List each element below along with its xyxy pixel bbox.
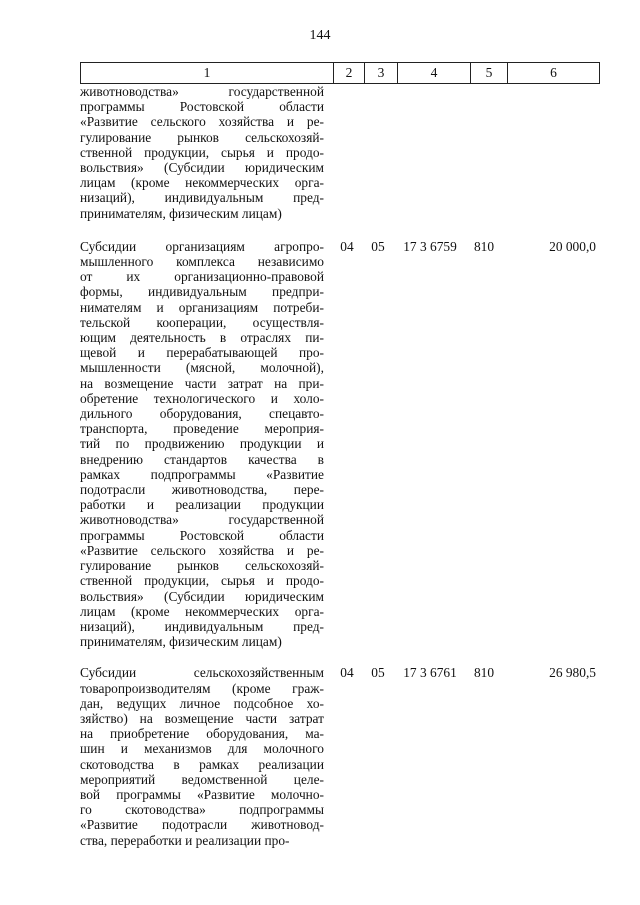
description-line: лицам (кроме некоммерческих орга-	[80, 175, 324, 191]
description-line: мышленности (мясной, молочной),	[80, 360, 324, 376]
subsection-code: 05	[371, 238, 385, 254]
subsection-code: 05	[371, 665, 385, 681]
description-line: внедрению стандартов качества в	[80, 451, 324, 467]
description-line: скотоводства в рамках реализации	[80, 756, 324, 772]
description-line: низаций), индивидуальным пред-	[80, 618, 324, 634]
target-article-code: 17 3 6761	[403, 665, 457, 681]
column-header-3: 3	[364, 63, 397, 83]
description-line: дильного оборудования, спецавто-	[80, 406, 324, 422]
section-code: 04	[340, 665, 354, 681]
row-description	[80, 239, 324, 649]
amount: 26 980,5	[549, 665, 596, 681]
description-line: го скотоводства» подпрограммы	[80, 802, 324, 818]
description-line: «Развитие сельского хозяйства и ре-	[80, 114, 324, 130]
description-line: «Развитие сельского хозяйства и ре-	[80, 542, 324, 558]
description-line: ющим деятельность в отраслях пи-	[80, 330, 324, 346]
description-line: животноводства» государственной	[80, 512, 324, 528]
description-line: программы Ростовской области	[80, 99, 324, 115]
description-line: принимателям, физическим лицам)	[80, 205, 282, 221]
expense-type-code: 810	[473, 665, 495, 681]
description-line: лицам (кроме некоммерческих орга-	[80, 603, 324, 619]
row-description	[80, 84, 324, 221]
description-line: гулирование рынков сельскохозяй-	[80, 558, 324, 574]
description-line: рамках подпрограммы «Развитие	[80, 466, 324, 482]
description-line: программы Ростовской области	[80, 527, 324, 543]
column-header-2: 2	[333, 63, 364, 83]
table-body	[80, 84, 600, 848]
description-line: вой программы «Развитие молочно-	[80, 786, 324, 802]
description-line: Субсидии организациям агропро-	[80, 238, 324, 254]
column-header-5: 5	[470, 63, 507, 83]
description-line: вольствия» (Субсидии юридическим	[80, 160, 324, 176]
description-line: подотрасли животноводства, пере-	[80, 482, 324, 498]
target-article-code: 17 3 6759	[403, 238, 457, 254]
table-header-row	[80, 62, 600, 84]
description-line: нимателям и организациям потреби-	[80, 299, 324, 315]
description-line: мероприятий ведомственной целе-	[80, 771, 324, 787]
description-line: формы, индивидуальным предпри-	[80, 284, 324, 300]
description-line: обретение технологического и холо-	[80, 390, 324, 406]
description-line: на приобретение оборудования, ма-	[80, 726, 324, 742]
description-line: зяйство) на возмещение части затрат	[80, 710, 324, 726]
description-line: ства, переработки и реализации про-	[80, 832, 290, 848]
description-line: ственной продукции, сырья и продо-	[80, 144, 324, 160]
column-header-4: 4	[397, 63, 470, 83]
page-number: 144	[309, 28, 331, 43]
description-line: тий по продвижению продукции и	[80, 436, 324, 452]
description-line: низаций), индивидуальным пред-	[80, 190, 324, 206]
description-line: принимателям, физическим лицам)	[80, 634, 282, 650]
description-line: гулирование рынков сельскохозяй-	[80, 129, 324, 145]
description-line: дан, ведущих личное подсобное хо-	[80, 695, 324, 711]
description-line: Субсидии сельскохозяйственным	[80, 665, 324, 681]
description-line: «Развитие подотрасли животновод-	[80, 817, 324, 833]
description-line: ственной продукции, сырья и продо-	[80, 573, 324, 589]
description-line: от их организационно-правовой	[80, 269, 324, 285]
description-line: мышленного комплекса независимо	[80, 254, 324, 270]
description-line: транспорта, проведение мероприя-	[80, 421, 324, 437]
table-row	[80, 665, 600, 847]
row-description	[80, 665, 324, 847]
description-line: вольствия» (Субсидии юридическим	[80, 588, 324, 604]
budget-table	[80, 62, 600, 848]
description-line: шин и механизмов для молочного	[80, 741, 324, 757]
description-line: тельской кооперации, осуществля-	[80, 314, 324, 330]
description-line: товаропроизводителям (кроме граж-	[80, 680, 324, 696]
expense-type-code: 810	[473, 238, 495, 254]
section-code: 04	[340, 238, 354, 254]
description-line: щевой и перерабатывающей про-	[80, 345, 324, 361]
description-line: работки и реализации продукции	[80, 497, 324, 513]
description-line: животноводства» государственной	[80, 84, 324, 99]
table-row	[80, 239, 600, 649]
amount: 20 000,0	[549, 238, 596, 254]
column-header-1: 1	[203, 65, 211, 80]
table-row	[80, 84, 600, 221]
column-header-6: 6	[507, 63, 599, 83]
description-line: на возмещение части затрат на при-	[80, 375, 324, 391]
